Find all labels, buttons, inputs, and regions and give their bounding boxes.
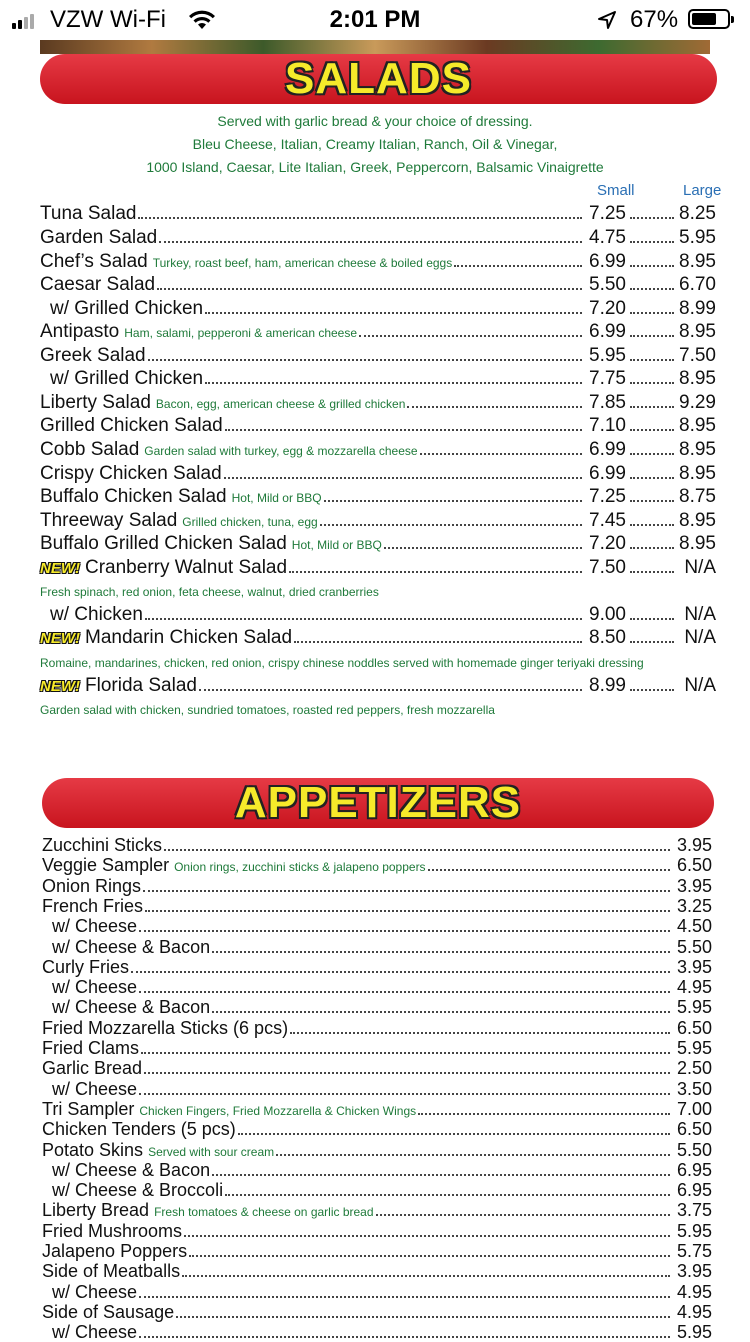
dot-leader — [139, 991, 670, 993]
dot-leader — [290, 1032, 670, 1034]
item-name: w/ Cheese & Broccoli — [52, 1180, 224, 1201]
item-name: Liberty Bread — [42, 1200, 150, 1221]
price-large: 8.95 — [679, 463, 716, 484]
dot-leader — [276, 1154, 670, 1156]
salad-row — [40, 320, 716, 344]
appetizer-row — [42, 1160, 712, 1180]
item-name: w/ Cheese & Bacon — [52, 997, 211, 1018]
dot-leader — [238, 1133, 670, 1135]
price-large: 7.50 — [679, 345, 716, 366]
appetizer-row — [42, 1099, 712, 1119]
price-large: 8.95 — [679, 368, 716, 389]
item-description: Bacon, egg, american cheese & grilled chicken — [155, 397, 406, 411]
appetizer-row — [42, 1261, 712, 1281]
dot-leader — [212, 1174, 670, 1176]
price-small: 7.25 — [589, 203, 626, 224]
appetizer-row — [42, 1058, 712, 1078]
price-large: 9.29 — [679, 392, 716, 413]
item-description: Hot, Mild or BBQ — [291, 538, 382, 552]
food-photo — [40, 40, 710, 54]
dot-leader — [630, 641, 674, 643]
item-name: Tri Sampler — [42, 1098, 135, 1119]
price-small: 7.45 — [589, 510, 626, 531]
dot-leader — [630, 382, 674, 384]
item-name: Side of Meatballs — [42, 1261, 181, 1282]
price-small: 5.95 — [589, 345, 626, 366]
item-name: Caesar Salad — [40, 274, 156, 295]
location-arrow-icon — [597, 9, 617, 37]
item-name: Onion Rings — [42, 875, 142, 896]
appetizer-row — [42, 876, 712, 896]
dot-leader — [159, 241, 582, 243]
salads-title: SALADS — [285, 54, 472, 103]
item-price: 5.50 — [676, 936, 712, 957]
dot-leader — [205, 312, 582, 314]
dot-leader — [630, 265, 674, 267]
appetizer-row — [42, 1180, 712, 1200]
item-note: Fresh spinach, red onion, feta cheese, walnut, dried cranberries — [40, 585, 379, 599]
price-small: 9.00 — [589, 604, 626, 625]
price-small: 6.99 — [589, 439, 626, 460]
salad-row — [40, 297, 716, 321]
dot-leader — [164, 849, 670, 851]
salad-row — [40, 626, 716, 650]
item-name: Mandarin Chicken Salad — [85, 627, 293, 648]
price-small: 6.99 — [589, 251, 626, 272]
item-price: 6.50 — [676, 1017, 712, 1038]
dot-leader — [630, 335, 674, 337]
dot-leader — [212, 1011, 670, 1013]
price-small: 6.99 — [589, 463, 626, 484]
item-name: Fried Clams — [42, 1038, 140, 1058]
salad-row — [40, 414, 716, 438]
item-description: Hot, Mild or BBQ — [231, 491, 322, 505]
item-price: 6.50 — [676, 855, 712, 876]
item-name: Zucchini Sticks — [42, 835, 163, 855]
dot-leader — [176, 1316, 670, 1318]
salad-row — [40, 509, 716, 533]
price-small: 8.99 — [589, 675, 626, 696]
item-name: w/ Cheese & Bacon — [52, 1159, 211, 1180]
dot-leader — [184, 1235, 670, 1237]
item-name: Crispy Chicken Salad — [40, 463, 222, 484]
dot-leader — [428, 869, 670, 871]
dot-leader — [148, 359, 582, 361]
item-description: Chicken Fingers, Fried Mozzarella & Chicken Wings — [139, 1103, 417, 1118]
dot-leader — [138, 217, 582, 219]
item-name: Threeway Salad — [40, 510, 178, 531]
salad-row — [40, 556, 716, 580]
price-large: 8.99 — [679, 298, 716, 319]
price-large: 8.75 — [679, 486, 716, 507]
dot-leader — [182, 1275, 670, 1277]
dot-leader — [420, 453, 582, 455]
dot-leader — [376, 1214, 670, 1216]
item-name: Greek Salad — [40, 345, 146, 366]
item-price: 5.95 — [676, 1220, 712, 1241]
item-price: 3.95 — [676, 1261, 712, 1282]
item-name: Chicken Tenders (5 pcs) — [42, 1119, 236, 1140]
appetizer-row — [42, 1322, 712, 1342]
price-small: 7.75 — [589, 368, 626, 389]
salad-row — [40, 603, 716, 627]
status-bar — [0, 0, 750, 40]
item-price: 3.95 — [676, 956, 712, 977]
size-large-header: Large — [683, 182, 722, 199]
price-large: 8.95 — [679, 321, 716, 342]
dot-leader — [189, 1255, 670, 1257]
item-name: French Fries — [42, 895, 144, 916]
price-small: 7.20 — [589, 533, 626, 554]
price-small: 7.25 — [589, 486, 626, 507]
item-description: Onion rings, zucchini sticks & jalapeno poppers — [174, 860, 426, 875]
battery-percent: 67% — [630, 6, 679, 33]
item-name: Cobb Salad — [40, 439, 140, 460]
appetizer-row — [42, 1079, 712, 1099]
size-small-header: Small — [597, 182, 635, 199]
price-large: N/A — [684, 675, 716, 696]
dot-leader — [294, 641, 582, 643]
item-name: Grilled Chicken Salad — [40, 415, 223, 436]
dot-leader — [131, 971, 670, 973]
item-name: Side of Sausage — [42, 1301, 175, 1322]
appetizer-row — [42, 997, 712, 1017]
appetizers-title: APPETIZERS — [234, 778, 522, 827]
price-large: N/A — [684, 627, 716, 648]
item-price: 5.75 — [676, 1241, 712, 1261]
salad-row — [40, 674, 716, 698]
new-badge: NEW! — [40, 560, 80, 577]
intro-line: Served with garlic bread & your choice of dressing. — [217, 113, 533, 129]
price-large: 8.25 — [679, 203, 716, 224]
salads-banner — [40, 54, 717, 104]
dot-leader — [630, 217, 674, 219]
price-large: 8.95 — [679, 415, 716, 436]
price-large: 8.95 — [679, 533, 716, 554]
item-price: 5.50 — [676, 1139, 712, 1160]
item-name: Fried Mushrooms — [42, 1220, 183, 1241]
item-name: Buffalo Chicken Salad — [40, 486, 227, 507]
item-price: 5.95 — [676, 1322, 712, 1342]
item-price: 7.00 — [676, 1098, 712, 1119]
dot-leader — [224, 477, 582, 479]
price-small: 7.50 — [589, 557, 626, 578]
dot-leader — [324, 500, 582, 502]
salad-row — [40, 226, 716, 250]
price-large: N/A — [684, 557, 716, 578]
item-price: 5.95 — [676, 997, 712, 1018]
appetizer-row — [42, 1018, 712, 1038]
item-price: 6.95 — [676, 1159, 712, 1180]
dot-leader — [454, 265, 582, 267]
new-badge: NEW! — [40, 678, 80, 695]
item-price: 4.50 — [676, 916, 712, 937]
appetizer-row — [42, 1302, 712, 1322]
dot-leader — [139, 1296, 670, 1298]
price-large: 6.70 — [679, 274, 716, 295]
dot-leader — [139, 1336, 670, 1338]
item-description: Grilled chicken, tuna, egg — [182, 515, 318, 529]
dot-leader — [225, 1194, 670, 1196]
appetizer-row — [42, 957, 712, 977]
price-small: 7.10 — [589, 415, 626, 436]
price-small: 5.50 — [589, 274, 626, 295]
item-price: 3.75 — [676, 1200, 712, 1221]
item-name: w/ Cheese — [52, 916, 138, 937]
item-price: 5.95 — [676, 1038, 712, 1058]
price-large: 5.95 — [679, 227, 716, 248]
item-name: Cranberry Walnut Salad — [85, 557, 288, 578]
appetizer-row — [42, 1221, 712, 1241]
item-price: 4.95 — [676, 1281, 712, 1302]
dot-leader — [143, 890, 670, 892]
dot-leader — [145, 618, 582, 620]
price-small: 4.75 — [589, 227, 626, 248]
item-description: Garden salad with turkey, egg & mozzarella cheese — [144, 444, 418, 458]
appetizer-row — [42, 1119, 712, 1139]
item-note: Romaine, mandarines, chicken, red onion, crispy chinese noddles served with homemade ginger teriyaki dressing — [40, 656, 644, 670]
item-name: Florida Salad — [85, 675, 197, 696]
item-name: Antipasto — [40, 321, 120, 342]
item-name: Jalapeno Poppers — [42, 1241, 188, 1261]
dot-leader — [630, 477, 674, 479]
appetizer-row — [42, 1282, 712, 1302]
price-large: 8.95 — [679, 510, 716, 531]
salad-row — [40, 273, 716, 297]
dot-leader — [289, 571, 582, 573]
price-small: 7.20 — [589, 298, 626, 319]
intro-line: Bleu Cheese, Italian, Creamy Italian, Ranch, Oil & Vinegar, — [192, 136, 558, 152]
dot-leader — [139, 1093, 670, 1095]
dot-leader — [630, 312, 674, 314]
item-name: w/ Cheese — [52, 977, 138, 998]
price-small: 7.85 — [589, 392, 626, 413]
dot-leader — [630, 359, 674, 361]
appetizer-row — [42, 1200, 712, 1220]
appetizer-row — [42, 937, 712, 957]
dot-leader — [630, 241, 674, 243]
item-name: Veggie Sampler — [42, 855, 170, 876]
appetizer-row — [42, 896, 712, 916]
price-large: 8.95 — [679, 439, 716, 460]
dot-leader — [630, 429, 674, 431]
item-name: Potato Skins — [42, 1139, 144, 1160]
dot-leader — [139, 930, 670, 932]
appetizer-row — [42, 1038, 712, 1058]
dot-leader — [225, 429, 582, 431]
item-description: Fresh tomatoes & cheese on garlic bread — [154, 1205, 374, 1220]
dot-leader — [199, 689, 582, 691]
price-large: 8.95 — [679, 251, 716, 272]
dot-leader — [384, 547, 582, 549]
item-name: w/ Cheese — [52, 1281, 138, 1302]
dot-leader — [320, 524, 582, 526]
salad-row — [40, 532, 716, 556]
intro-line: 1000 Island, Caesar, Lite Italian, Greek, Peppercorn, Balsamic Vinaigrette — [146, 159, 604, 175]
item-name: Chef’s Salad — [40, 251, 148, 272]
dot-leader — [407, 406, 582, 408]
item-price: 6.95 — [676, 1180, 712, 1201]
dot-leader — [141, 1052, 670, 1054]
salad-row — [40, 367, 716, 391]
item-price: 4.95 — [676, 1301, 712, 1322]
item-price: 3.25 — [676, 895, 712, 916]
item-name: Fried Mozzarella Sticks (6 pcs) — [42, 1017, 289, 1038]
item-name: Buffalo Grilled Chicken Salad — [40, 533, 287, 554]
carrier-label: VZW Wi-Fi — [50, 6, 166, 33]
salad-row — [40, 438, 716, 462]
appetizer-row — [42, 855, 712, 875]
price-small: 6.99 — [589, 321, 626, 342]
item-name: w/ Cheese — [52, 1078, 138, 1099]
item-name: Liberty Salad — [40, 392, 151, 413]
clock: 2:01 PM — [329, 6, 421, 33]
salad-row — [40, 462, 716, 486]
dot-leader — [212, 951, 670, 953]
appetizer-row — [42, 916, 712, 936]
item-description: Served with sour cream — [148, 1144, 275, 1159]
item-name: Garden Salad — [40, 227, 158, 248]
dot-leader — [630, 571, 674, 573]
price-large: N/A — [684, 604, 716, 625]
dot-leader — [144, 1072, 670, 1074]
battery-icon — [688, 9, 730, 29]
appetizer-row — [42, 1140, 712, 1160]
item-name: w/ Cheese & Bacon — [52, 936, 211, 957]
dot-leader — [630, 453, 674, 455]
item-name: w/ Grilled Chicken — [50, 368, 204, 389]
appetizers-banner — [42, 778, 714, 828]
item-description: Turkey, roast beef, ham, american cheese & boiled eggs — [152, 256, 453, 270]
item-name: Curly Fries — [42, 956, 130, 977]
dot-leader — [630, 406, 674, 408]
dot-leader — [630, 618, 674, 620]
item-name: Garlic Bread — [42, 1058, 143, 1079]
salad-row — [40, 250, 716, 274]
salad-row — [40, 344, 716, 368]
dot-leader — [145, 910, 670, 912]
salad-row — [40, 485, 716, 509]
dot-leader — [630, 288, 674, 290]
item-name: Tuna Salad — [40, 203, 137, 224]
item-description: Ham, salami, pepperoni & american cheese — [124, 326, 358, 340]
dot-leader — [205, 382, 582, 384]
item-price: 3.95 — [676, 835, 712, 855]
item-name: w/ Cheese — [52, 1322, 138, 1342]
appetizer-row — [42, 977, 712, 997]
dot-leader — [630, 547, 674, 549]
dot-leader — [359, 335, 582, 337]
item-name: w/ Grilled Chicken — [50, 298, 204, 319]
item-note: Garden salad with chicken, sundried tomatoes, roasted red peppers, fresh mozzarella — [40, 703, 495, 717]
dot-leader — [630, 524, 674, 526]
dot-leader — [418, 1113, 670, 1115]
price-small: 8.50 — [589, 627, 626, 648]
salad-row — [40, 202, 716, 226]
appetizer-row — [42, 835, 712, 855]
item-name: w/ Chicken — [50, 604, 143, 625]
dot-leader — [630, 689, 674, 691]
item-price: 3.50 — [676, 1078, 712, 1099]
new-badge: NEW! — [40, 630, 80, 647]
item-price: 4.95 — [676, 977, 712, 998]
salads-intro — [40, 110, 710, 179]
dot-leader — [157, 288, 582, 290]
item-price: 6.50 — [676, 1119, 712, 1140]
dot-leader — [630, 500, 674, 502]
item-price: 3.95 — [676, 875, 712, 896]
item-price: 2.50 — [676, 1058, 712, 1079]
salad-row — [40, 391, 716, 415]
appetizer-row — [42, 1241, 712, 1261]
